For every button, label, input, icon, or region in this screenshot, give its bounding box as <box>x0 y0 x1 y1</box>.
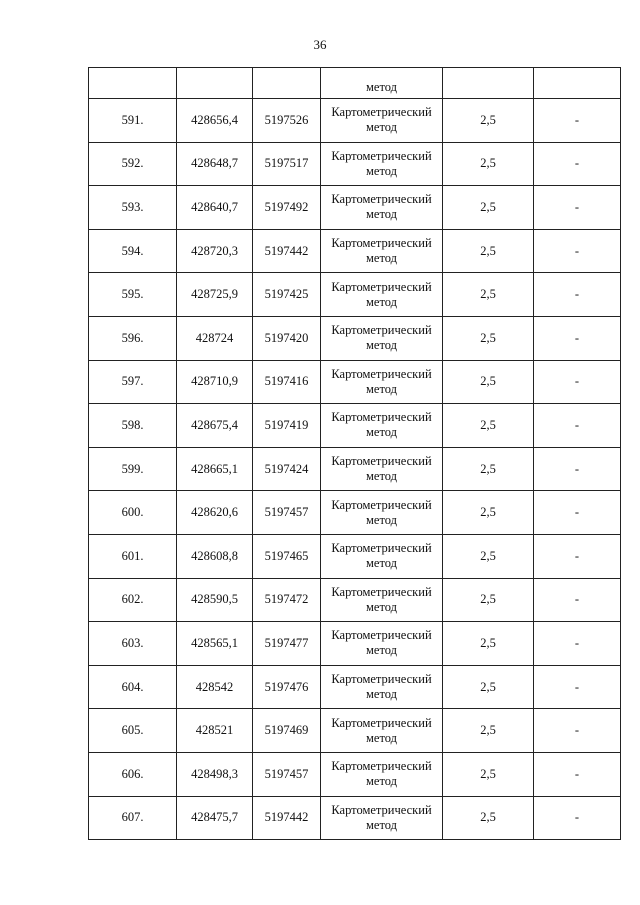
table-row <box>89 578 621 622</box>
table-row <box>89 186 621 230</box>
cell-accuracy: 2,5 <box>443 491 534 535</box>
cell-y: 5197416 <box>253 360 321 404</box>
cell-x: 428640,7 <box>177 186 253 230</box>
table-row <box>89 273 621 317</box>
cell-y: 5197477 <box>253 622 321 666</box>
table-row <box>89 709 621 753</box>
cell-number: 593. <box>89 186 177 230</box>
cell-x: 428565,1 <box>177 622 253 666</box>
table-row <box>89 142 621 186</box>
cell-note: - <box>534 186 621 230</box>
cell-accuracy: 2,5 <box>443 273 534 317</box>
page-number: 36 <box>313 37 327 52</box>
cell-note: - <box>534 622 621 666</box>
cell-number: 596. <box>89 316 177 360</box>
cell-x: 428542 <box>177 665 253 709</box>
table-body <box>89 68 621 840</box>
cell-number <box>89 68 177 99</box>
cell-method: метод <box>321 68 443 99</box>
table-row <box>89 622 621 666</box>
cell-y: 5197424 <box>253 447 321 491</box>
cell-accuracy: 2,5 <box>443 360 534 404</box>
cell-method: Картометрический метод <box>321 578 443 622</box>
table-row <box>89 316 621 360</box>
table-row <box>89 665 621 709</box>
cell-accuracy: 2,5 <box>443 229 534 273</box>
cell-note: - <box>534 491 621 535</box>
cell-y: 5197442 <box>253 229 321 273</box>
cell-x: 428656,4 <box>177 99 253 143</box>
cell-number: 592. <box>89 142 177 186</box>
cell-number: 599. <box>89 447 177 491</box>
cell-accuracy: 2,5 <box>443 404 534 448</box>
cell-method: Картометрический метод <box>321 273 443 317</box>
cell-y: 5197476 <box>253 665 321 709</box>
cell-note: - <box>534 99 621 143</box>
cell-y: 5197420 <box>253 316 321 360</box>
cell-number: 595. <box>89 273 177 317</box>
cell-note: - <box>534 360 621 404</box>
cell-accuracy: 2,5 <box>443 447 534 491</box>
cell-accuracy: 2,5 <box>443 709 534 753</box>
cell-accuracy: 2,5 <box>443 796 534 840</box>
cell-accuracy: 2,5 <box>443 752 534 796</box>
cell-note: - <box>534 534 621 578</box>
cell-number: 604. <box>89 665 177 709</box>
cell-method: Картометрический метод <box>321 622 443 666</box>
cell-number: 600. <box>89 491 177 535</box>
cell-accuracy: 2,5 <box>443 665 534 709</box>
cell-accuracy: 2,5 <box>443 316 534 360</box>
cell-note: - <box>534 404 621 448</box>
table-row <box>89 404 621 448</box>
cell-accuracy: 2,5 <box>443 186 534 230</box>
cell-note: - <box>534 709 621 753</box>
cell-method: Картометрический метод <box>321 665 443 709</box>
cell-x: 428608,8 <box>177 534 253 578</box>
table-row <box>89 447 621 491</box>
cell-method: Картометрический метод <box>321 316 443 360</box>
cell-method: Картометрический метод <box>321 229 443 273</box>
cell-note: - <box>534 229 621 273</box>
cell-x: 428710,9 <box>177 360 253 404</box>
cell-number: 606. <box>89 752 177 796</box>
cell-method: Картометрический метод <box>321 796 443 840</box>
table-row <box>89 99 621 143</box>
cell-y: 5197442 <box>253 796 321 840</box>
cell-x: 428648,7 <box>177 142 253 186</box>
cell-y: 5197465 <box>253 534 321 578</box>
table-row <box>89 796 621 840</box>
cell-x: 428498,3 <box>177 752 253 796</box>
table-row <box>89 534 621 578</box>
cell-method: Картометрический метод <box>321 491 443 535</box>
continuation-row <box>89 68 621 99</box>
table-row <box>89 491 621 535</box>
cell-accuracy: 2,5 <box>443 142 534 186</box>
cell-y: 5197526 <box>253 99 321 143</box>
cell-note: - <box>534 316 621 360</box>
cell-x: 428620,6 <box>177 491 253 535</box>
cell-method: Картометрический метод <box>321 534 443 578</box>
cell-note: - <box>534 273 621 317</box>
cell-accuracy <box>443 68 534 99</box>
cell-method: Картометрический метод <box>321 447 443 491</box>
cell-method: Картометрический метод <box>321 404 443 448</box>
cell-x: 428725,9 <box>177 273 253 317</box>
cell-x: 428475,7 <box>177 796 253 840</box>
table-row <box>89 229 621 273</box>
cell-x: 428724 <box>177 316 253 360</box>
cell-y: 5197517 <box>253 142 321 186</box>
cell-number: 598. <box>89 404 177 448</box>
table-row <box>89 752 621 796</box>
cell-y: 5197492 <box>253 186 321 230</box>
cell-x: 428590,5 <box>177 578 253 622</box>
cell-number: 607. <box>89 796 177 840</box>
cell-method: Картометрический метод <box>321 142 443 186</box>
cell-method: Картометрический метод <box>321 752 443 796</box>
cell-note: - <box>534 752 621 796</box>
cell-y: 5197472 <box>253 578 321 622</box>
cell-x: 428665,1 <box>177 447 253 491</box>
cell-accuracy: 2,5 <box>443 578 534 622</box>
cell-note <box>534 68 621 99</box>
cell-x: 428720,3 <box>177 229 253 273</box>
cell-x: 428521 <box>177 709 253 753</box>
cell-method: Картометрический метод <box>321 709 443 753</box>
cell-method: Картометрический метод <box>321 99 443 143</box>
cell-number: 602. <box>89 578 177 622</box>
cell-accuracy: 2,5 <box>443 622 534 666</box>
cell-method: Картометрический метод <box>321 360 443 404</box>
cell-note: - <box>534 578 621 622</box>
cell-y: 5197419 <box>253 404 321 448</box>
cell-method: Картометрический метод <box>321 186 443 230</box>
coordinates-table <box>88 67 621 840</box>
cell-number: 594. <box>89 229 177 273</box>
cell-accuracy: 2,5 <box>443 534 534 578</box>
cell-number: 605. <box>89 709 177 753</box>
cell-note: - <box>534 447 621 491</box>
cell-accuracy: 2,5 <box>443 99 534 143</box>
cell-number: 591. <box>89 99 177 143</box>
cell-number: 601. <box>89 534 177 578</box>
cell-number: 597. <box>89 360 177 404</box>
cell-y: 5197469 <box>253 709 321 753</box>
cell-x: 428675,4 <box>177 404 253 448</box>
table-row <box>89 360 621 404</box>
cell-y: 5197457 <box>253 491 321 535</box>
cell-note: - <box>534 665 621 709</box>
cell-number: 603. <box>89 622 177 666</box>
cell-y <box>253 68 321 99</box>
cell-note: - <box>534 142 621 186</box>
cell-x <box>177 68 253 99</box>
cell-y: 5197425 <box>253 273 321 317</box>
cell-y: 5197457 <box>253 752 321 796</box>
cell-note: - <box>534 796 621 840</box>
